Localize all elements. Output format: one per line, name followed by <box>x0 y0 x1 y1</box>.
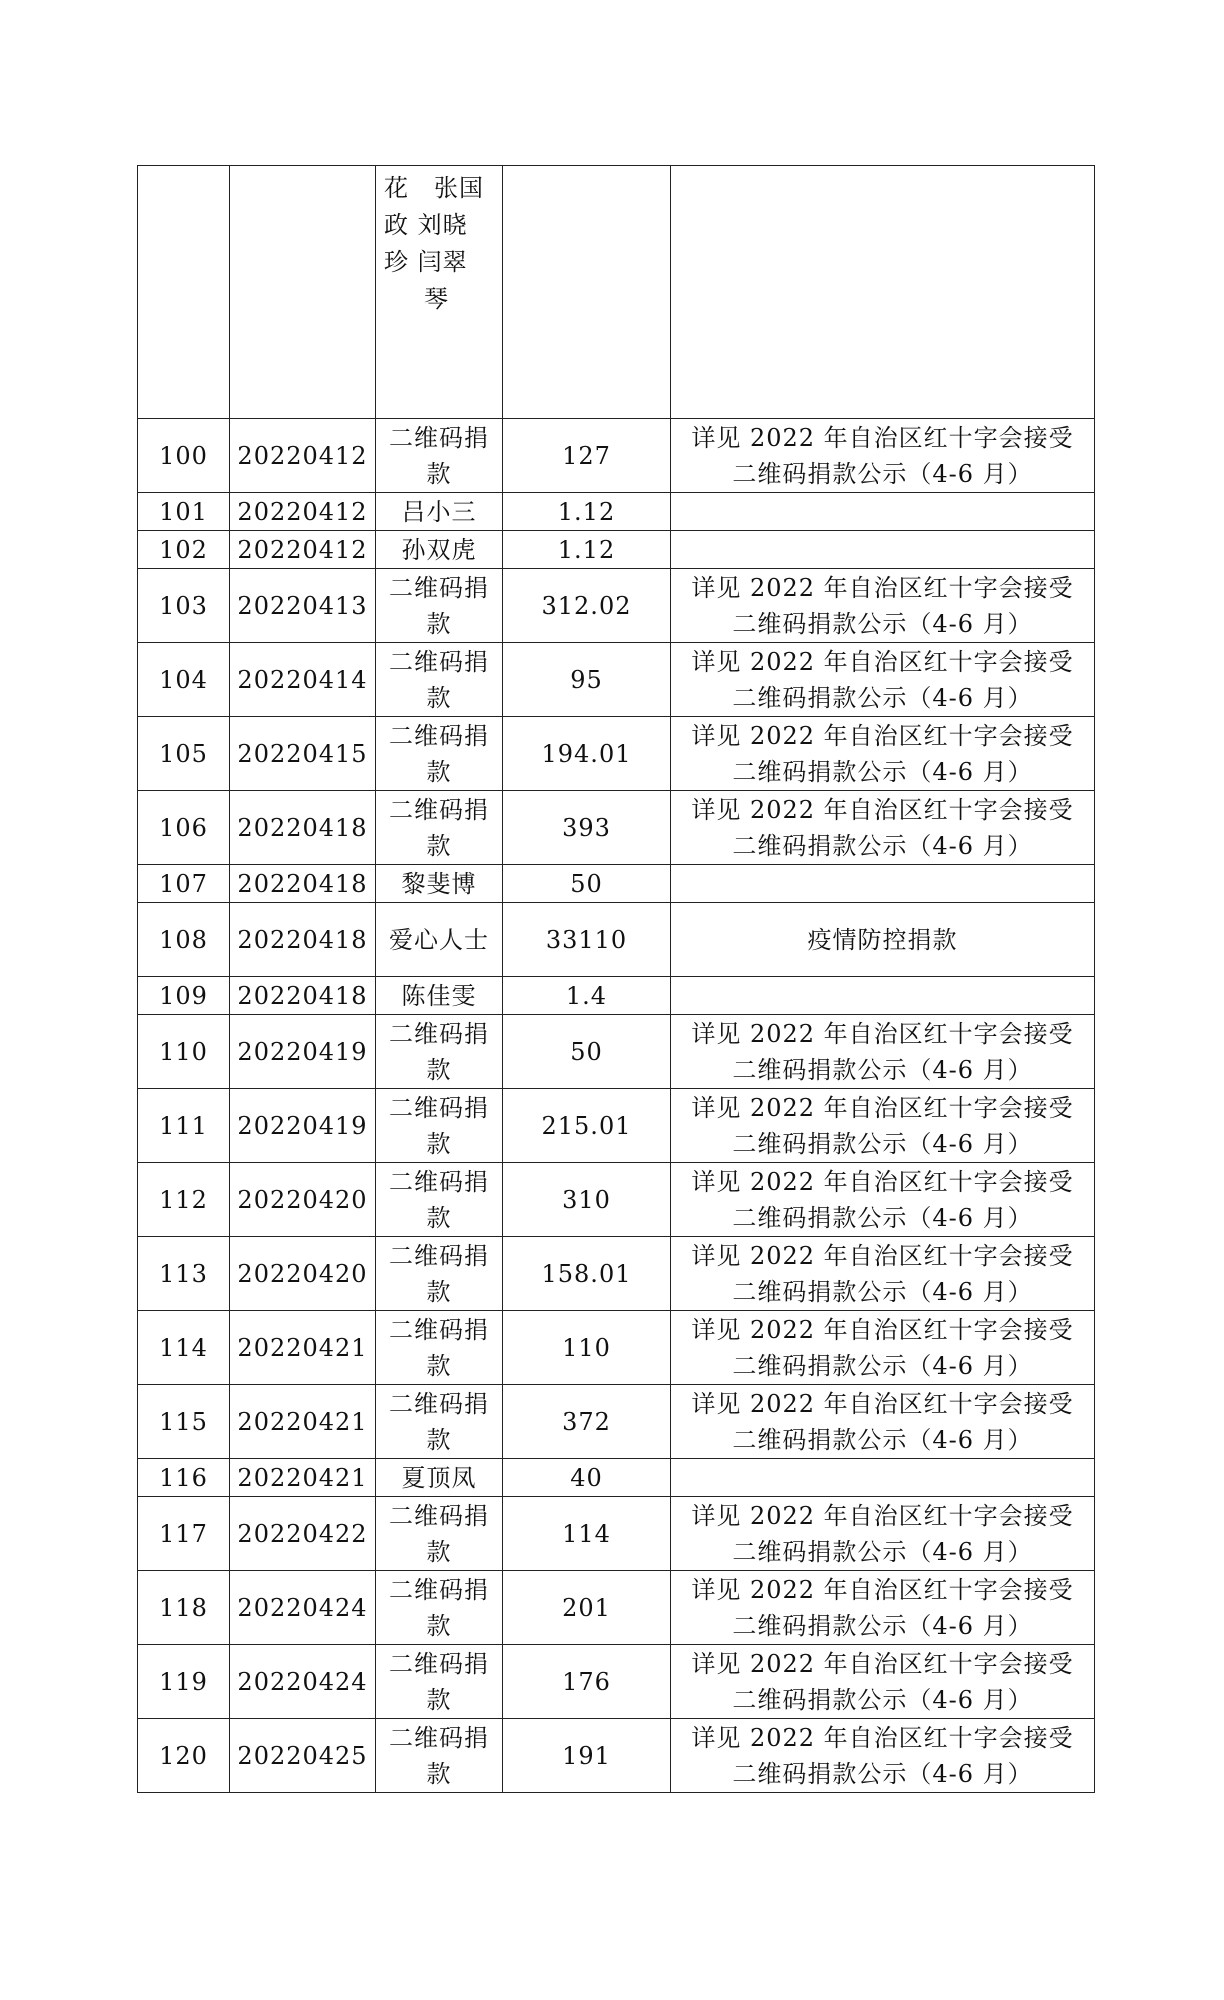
donor-name-line: 花 张国 <box>384 174 484 202</box>
cell-date: 20220418 <box>230 903 376 977</box>
cell-donor: 二维码捐款 <box>376 791 503 865</box>
cell-date: 20220422 <box>230 1497 376 1571</box>
cell-donor: 陈佳雯 <box>376 977 503 1015</box>
table-row <box>138 1719 1095 1793</box>
cell-date: 20220421 <box>230 1311 376 1385</box>
cell-amount: 1.4 <box>503 977 671 1015</box>
cell-donor: 孙双虎 <box>376 531 503 569</box>
cell-amount: 393 <box>503 791 671 865</box>
donation-table <box>137 165 1095 1793</box>
cell-amount: 194.01 <box>503 717 671 791</box>
cell-date: 20220424 <box>230 1645 376 1719</box>
cell-no: 111 <box>138 1089 230 1163</box>
cell-donor: 二维码捐款 <box>376 1163 503 1237</box>
donor-name-line: 珍 闫翠 <box>384 248 468 276</box>
cell-note: 详见 2022 年自治区红十字会接受二维码捐款公示（4-6 月） <box>671 1571 1095 1645</box>
donor-name-line: 政 刘晓 <box>384 211 468 239</box>
cell-donor: 爱心人士 <box>376 903 503 977</box>
cell-date: 20220425 <box>230 1719 376 1793</box>
cell-date: 20220419 <box>230 1089 376 1163</box>
cell-donor: 二维码捐款 <box>376 1089 503 1163</box>
cell-date: 20220412 <box>230 419 376 493</box>
cell-donor: 二维码捐款 <box>376 1237 503 1311</box>
cell-amount: 110 <box>503 1311 671 1385</box>
table-row <box>138 1163 1095 1237</box>
table-row <box>138 717 1095 791</box>
cell-date: 20220419 <box>230 1015 376 1089</box>
cell-no: 117 <box>138 1497 230 1571</box>
cell-note: 详见 2022 年自治区红十字会接受二维码捐款公示（4-6 月） <box>671 717 1095 791</box>
table-row <box>138 1459 1095 1497</box>
cell-note <box>671 1459 1095 1497</box>
cell-note: 详见 2022 年自治区红十字会接受二维码捐款公示（4-6 月） <box>671 1237 1095 1311</box>
cell-amount: 95 <box>503 643 671 717</box>
cell-note: 详见 2022 年自治区红十字会接受二维码捐款公示（4-6 月） <box>671 1719 1095 1793</box>
cell-amount: 191 <box>503 1719 671 1793</box>
cell-date: 20220421 <box>230 1459 376 1497</box>
cell-amount: 372 <box>503 1385 671 1459</box>
cell-donor: 二维码捐款 <box>376 1719 503 1793</box>
cell-no: 112 <box>138 1163 230 1237</box>
cell-note: 详见 2022 年自治区红十字会接受二维码捐款公示（4-6 月） <box>671 1385 1095 1459</box>
cell-amount: 201 <box>503 1571 671 1645</box>
cell-amount: 1.12 <box>503 493 671 531</box>
cell-note: 详见 2022 年自治区红十字会接受二维码捐款公示（4-6 月） <box>671 643 1095 717</box>
cell-note: 详见 2022 年自治区红十字会接受二维码捐款公示（4-6 月） <box>671 1163 1095 1237</box>
cell-date <box>230 166 376 419</box>
cell-amount: 50 <box>503 865 671 903</box>
cell-amount: 1.12 <box>503 531 671 569</box>
cell-no: 109 <box>138 977 230 1015</box>
cell-no: 114 <box>138 1311 230 1385</box>
cell-date: 20220414 <box>230 643 376 717</box>
cell-note: 详见 2022 年自治区红十字会接受二维码捐款公示（4-6 月） <box>671 1015 1095 1089</box>
table-row <box>138 1015 1095 1089</box>
cell-no: 103 <box>138 569 230 643</box>
cell-amount: 310 <box>503 1163 671 1237</box>
cell-no: 110 <box>138 1015 230 1089</box>
cell-no: 119 <box>138 1645 230 1719</box>
cell-donor: 二维码捐款 <box>376 1497 503 1571</box>
table-row <box>138 1497 1095 1571</box>
cell-donor: 二维码捐款 <box>376 1385 503 1459</box>
cell-note: 详见 2022 年自治区红十字会接受二维码捐款公示（4-6 月） <box>671 569 1095 643</box>
table-row <box>138 977 1095 1015</box>
table-row <box>138 1645 1095 1719</box>
cell-date: 20220412 <box>230 531 376 569</box>
cell-amount: 127 <box>503 419 671 493</box>
cell-no: 116 <box>138 1459 230 1497</box>
table-row <box>138 643 1095 717</box>
cell-note: 详见 2022 年自治区红十字会接受二维码捐款公示（4-6 月） <box>671 791 1095 865</box>
cell-no: 115 <box>138 1385 230 1459</box>
cell-date: 20220421 <box>230 1385 376 1459</box>
table-row <box>138 569 1095 643</box>
cell-no: 113 <box>138 1237 230 1311</box>
cell-no: 118 <box>138 1571 230 1645</box>
cell-no: 106 <box>138 791 230 865</box>
cell-amount: 176 <box>503 1645 671 1719</box>
cell-amount: 215.01 <box>503 1089 671 1163</box>
table-row <box>138 791 1095 865</box>
cell-donor: 二维码捐款 <box>376 569 503 643</box>
cell-date: 20220420 <box>230 1163 376 1237</box>
table-row <box>138 1571 1095 1645</box>
cell-date: 20220413 <box>230 569 376 643</box>
table-row <box>138 531 1095 569</box>
cell-donor: 二维码捐款 <box>376 643 503 717</box>
table-row <box>138 419 1095 493</box>
cell-donor: 二维码捐款 <box>376 419 503 493</box>
cell-note: 详见 2022 年自治区红十字会接受二维码捐款公示（4-6 月） <box>671 1311 1095 1385</box>
cell-donor: 二维码捐款 <box>376 717 503 791</box>
cell-donor: 吕小三 <box>376 493 503 531</box>
cell-note: 详见 2022 年自治区红十字会接受二维码捐款公示（4-6 月） <box>671 1645 1095 1719</box>
table-row <box>138 865 1095 903</box>
cell-note: 详见 2022 年自治区红十字会接受二维码捐款公示（4-6 月） <box>671 419 1095 493</box>
cell-date: 20220418 <box>230 977 376 1015</box>
table-row <box>138 1089 1095 1163</box>
cell-no: 100 <box>138 419 230 493</box>
cell-no: 104 <box>138 643 230 717</box>
cell-amount: 114 <box>503 1497 671 1571</box>
table-row <box>138 1385 1095 1459</box>
cell-date: 20220415 <box>230 717 376 791</box>
cell-donor <box>376 166 503 419</box>
cell-amount: 50 <box>503 1015 671 1089</box>
cell-amount <box>503 166 671 419</box>
cell-note <box>671 531 1095 569</box>
cell-amount: 312.02 <box>503 569 671 643</box>
cell-donor: 黎斐博 <box>376 865 503 903</box>
cell-amount: 158.01 <box>503 1237 671 1311</box>
cell-donor: 二维码捐款 <box>376 1311 503 1385</box>
cell-no: 108 <box>138 903 230 977</box>
cell-note: 疫情防控捐款 <box>671 903 1095 977</box>
cell-amount: 40 <box>503 1459 671 1497</box>
cell-donor: 二维码捐款 <box>376 1015 503 1089</box>
cell-no: 102 <box>138 531 230 569</box>
cell-date: 20220418 <box>230 791 376 865</box>
table-row <box>138 493 1095 531</box>
cell-date: 20220420 <box>230 1237 376 1311</box>
cell-note: 详见 2022 年自治区红十字会接受二维码捐款公示（4-6 月） <box>671 1497 1095 1571</box>
donor-name-line: 琴 <box>424 285 449 313</box>
cell-note <box>671 865 1095 903</box>
cell-no: 120 <box>138 1719 230 1793</box>
cell-donor: 夏顶凤 <box>376 1459 503 1497</box>
cell-no: 107 <box>138 865 230 903</box>
cell-note <box>671 166 1095 419</box>
table-row <box>138 1311 1095 1385</box>
cell-no: 105 <box>138 717 230 791</box>
cell-date: 20220418 <box>230 865 376 903</box>
cell-note <box>671 977 1095 1015</box>
table-row <box>138 1237 1095 1311</box>
cell-date: 20220424 <box>230 1571 376 1645</box>
cell-note: 详见 2022 年自治区红十字会接受二维码捐款公示（4-6 月） <box>671 1089 1095 1163</box>
cell-amount: 33110 <box>503 903 671 977</box>
table-row <box>138 903 1095 977</box>
cell-donor: 二维码捐款 <box>376 1571 503 1645</box>
cell-date: 20220412 <box>230 493 376 531</box>
cell-note <box>671 493 1095 531</box>
cell-no <box>138 166 230 419</box>
cell-donor: 二维码捐款 <box>376 1645 503 1719</box>
cell-no: 101 <box>138 493 230 531</box>
table-row <box>138 166 1095 419</box>
